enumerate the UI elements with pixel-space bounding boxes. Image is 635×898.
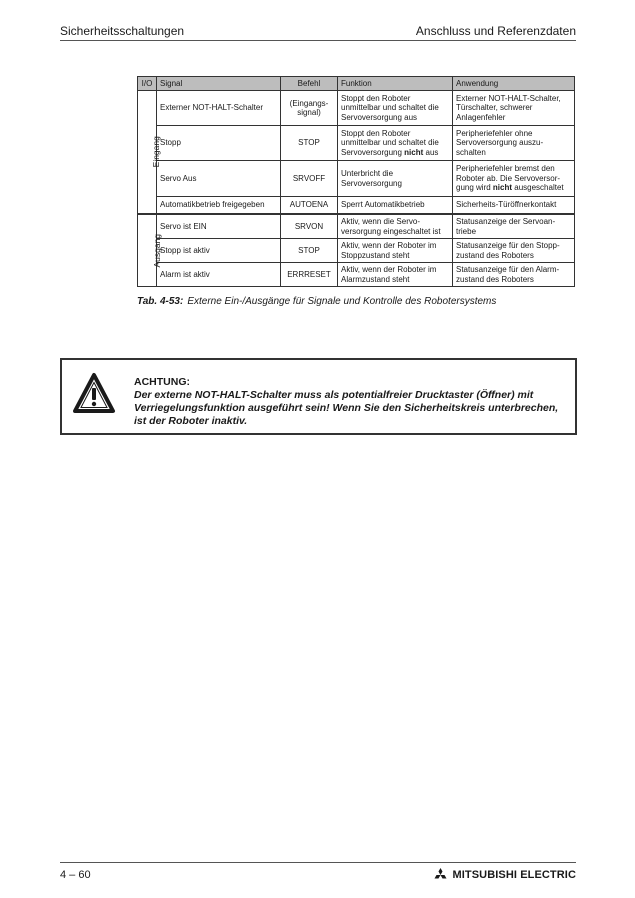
table-row — [138, 91, 575, 126]
warning-box — [60, 358, 577, 435]
group-label-ausgang: Ausgang — [138, 214, 157, 287]
col-header-befehl: Befehl — [281, 77, 338, 91]
caption-text: Externe Ein-/Ausgänge für Signale und Kontrolle des Robotersystems — [187, 296, 497, 307]
cell-befehl: (Eingangs-signal) — [281, 91, 338, 126]
table-row — [138, 239, 575, 263]
cell-funktion: Aktiv, wenn die Servo-versorgung eingeschaltet ist — [338, 214, 453, 239]
cell-funktion: Aktiv, wenn der Roboter im Alarmzustand steht — [338, 263, 453, 287]
page-header — [60, 22, 576, 41]
warning-text — [134, 376, 569, 428]
cell-signal: Externer NOT-HALT-Schalter — [157, 91, 281, 126]
table-row — [138, 197, 575, 215]
header-chapter-title: Anschluss und Referenzdaten — [415, 24, 576, 38]
header-section-title: Sicherheitsschaltungen — [60, 24, 185, 38]
page-footer — [60, 862, 576, 885]
col-header-anwendung: Anwendung — [453, 77, 575, 91]
cell-anwendung: Statusanzeige für den Alarm-zustand des Roboters — [453, 263, 575, 287]
cell-anwendung: Peripheriefehler bremst den Roboter ab. Die Servoversor-gung wird nicht ausgeschaltet — [453, 161, 575, 197]
warning-title: ACHTUNG: — [134, 376, 190, 388]
table-row — [138, 214, 575, 239]
cell-funktion: Sperrt Automatikbetrieb — [338, 197, 453, 215]
mitsubishi-diamonds-icon — [432, 868, 449, 882]
warning-triangle-icon — [72, 372, 116, 416]
table-caption — [137, 296, 496, 307]
cell-befehl: SRVOFF — [281, 161, 338, 197]
brand-name: MITSUBISHI ELECTRIC — [452, 869, 576, 881]
caption-number: Tab. 4-53: — [137, 296, 184, 307]
cell-anwendung: Statusanzeige für den Stopp-zustand des Roboters — [453, 239, 575, 263]
cell-signal: Stopp — [157, 126, 281, 161]
cell-anwendung: Peripheriefehler ohne Servoversorgung auszu-schalten — [453, 126, 575, 161]
cell-signal: Automatikbetrieb freigegeben — [157, 197, 281, 215]
cell-signal: Servo ist EIN — [157, 214, 281, 239]
cell-funktion: Unterbricht die Servoversorgung — [338, 161, 453, 197]
cell-befehl: ERRRESET — [281, 263, 338, 287]
cell-funktion: Aktiv, wenn der Roboter im Stoppzustand steht — [338, 239, 453, 263]
cell-befehl: STOP — [281, 126, 338, 161]
cell-funktion: Stoppt den Roboter unmittelbar und schaltet die Servoversorgung aus — [338, 91, 453, 126]
warning-body: Der externe NOT-HALT-Schalter muss als potentialfreier Drucktaster (Öffner) mit Verriegelungsfunktion ausgeführt sein! Wenn Sie den Sicherheitskreis unterbrechen, ist der Roboter inaktiv. — [134, 389, 559, 427]
table-row — [138, 263, 575, 287]
table-header-row — [138, 77, 575, 91]
cell-signal: Alarm ist aktiv — [157, 263, 281, 287]
cell-befehl: SRVON — [281, 214, 338, 239]
col-header-io: I/O — [138, 77, 157, 91]
col-header-signal: Signal — [157, 77, 281, 91]
col-header-funktion: Funktion — [338, 77, 453, 91]
table-row — [138, 126, 575, 161]
cell-signal: Stopp ist aktiv — [157, 239, 281, 263]
cell-anwendung: Statusanzeige der Servoan-triebe — [453, 214, 575, 239]
cell-anwendung: Sicherheits-Türöffnerkontakt — [453, 197, 575, 215]
cell-signal: Servo Aus — [157, 161, 281, 197]
page-number: 4 – 60 — [60, 869, 91, 881]
group-label-eingang: Eingang — [138, 91, 157, 215]
cell-funktion: Stoppt den Roboter unmittelbar und schaltet die Servoversorgung nicht aus — [338, 126, 453, 161]
brand-logo — [432, 868, 576, 882]
table-row — [138, 161, 575, 197]
cell-anwendung: Externer NOT-HALT-Schalter, Türschalter, schwerer Anlagenfehler — [453, 91, 575, 126]
io-signal-table — [137, 76, 575, 287]
cell-befehl: AUTOENA — [281, 197, 338, 215]
cell-befehl: STOP — [281, 239, 338, 263]
